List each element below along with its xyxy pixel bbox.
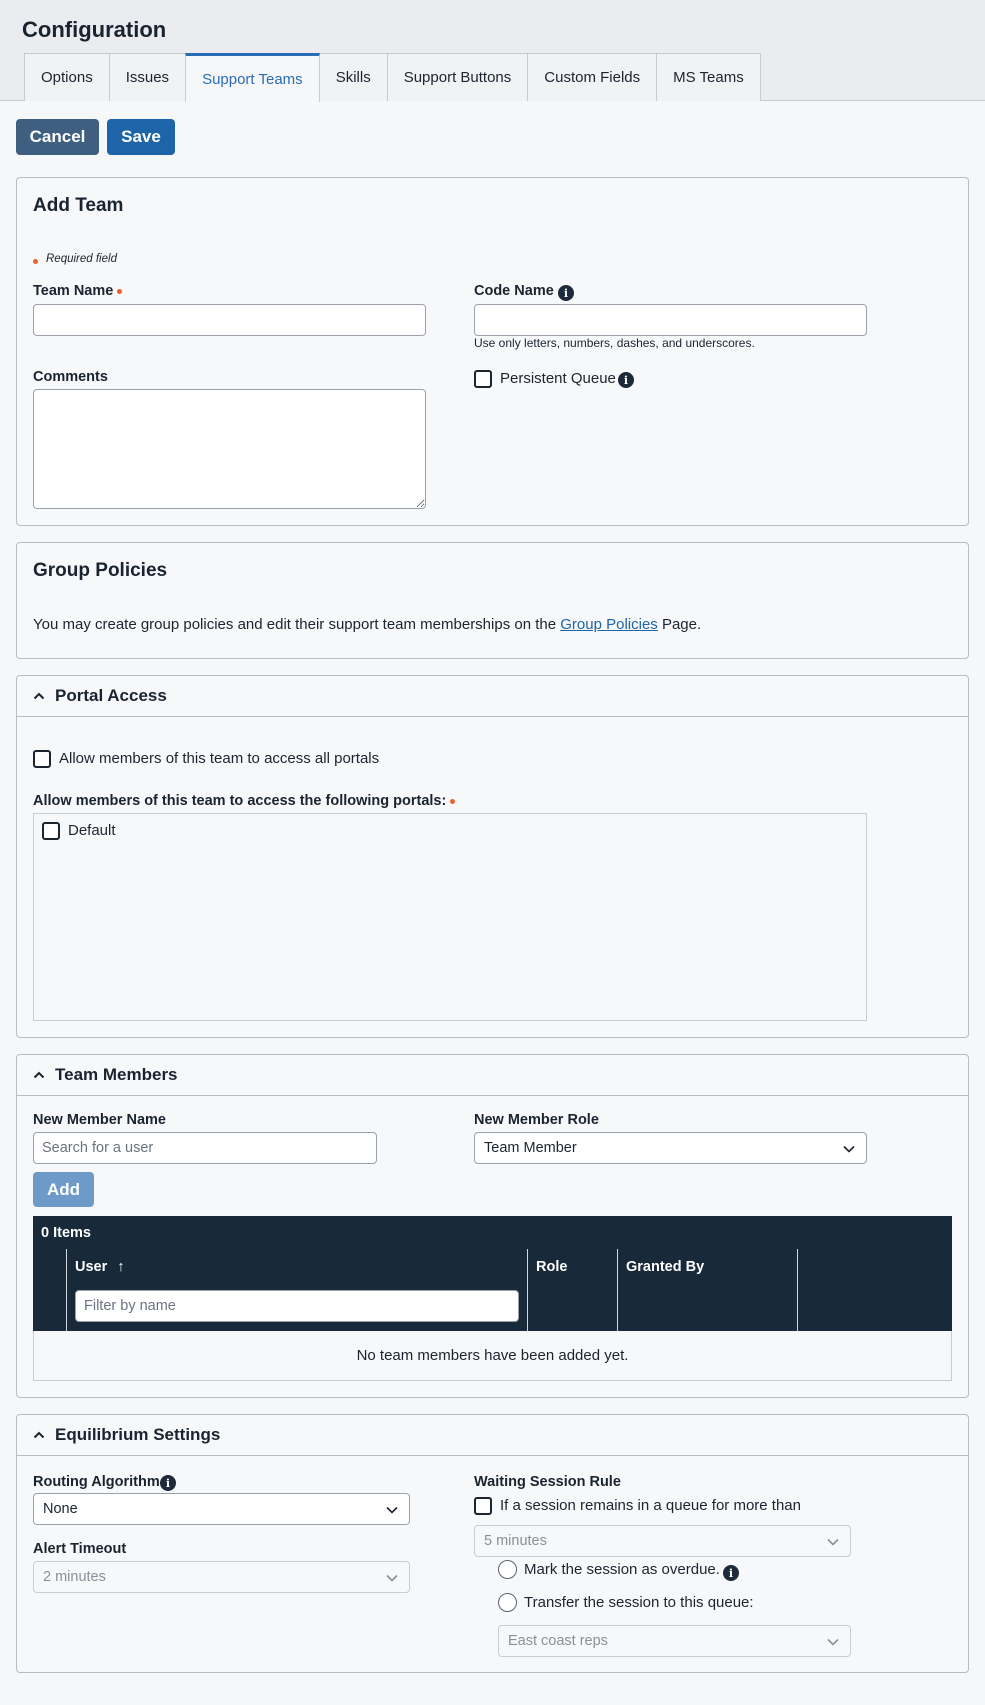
tab-ms-teams[interactable]: MS Teams	[656, 53, 761, 101]
comments-textarea[interactable]	[33, 389, 426, 509]
arrow-up-icon: ↑	[117, 1259, 125, 1275]
new-member-role-label: New Member Role	[474, 1112, 599, 1128]
mark-overdue-label: Mark the session as overdue.	[524, 1561, 720, 1578]
required-indicator-icon	[117, 289, 122, 294]
column-user-label: User	[75, 1259, 108, 1275]
info-icon[interactable]: i	[723, 1565, 739, 1581]
member-search-input[interactable]	[33, 1132, 377, 1164]
column-select	[33, 1249, 66, 1331]
portal-default-label: Default	[68, 822, 116, 839]
required-note: Required field	[46, 253, 117, 265]
member-role-select[interactable]	[474, 1132, 867, 1164]
column-user[interactable]	[66, 1249, 527, 1331]
waiting-session-rule-label: Waiting Session Rule	[474, 1474, 621, 1490]
chevron-down-icon	[842, 1142, 856, 1156]
comments-label: Comments	[33, 369, 108, 385]
add-member-button[interactable]: Add	[33, 1172, 94, 1207]
equilibrium-panel	[16, 1414, 969, 1673]
mark-overdue-radio[interactable]	[498, 1560, 517, 1579]
code-name-label: Code Name	[474, 283, 554, 299]
column-role[interactable]: Role	[527, 1249, 617, 1331]
tab-bar	[24, 53, 760, 101]
alert-timeout-select[interactable]	[33, 1561, 410, 1593]
group-policies-text: You may create group policies and edit their support team memberships on the Group Policies Page.	[33, 616, 702, 633]
team-name-input[interactable]	[33, 304, 426, 336]
team-members-title: Team Members	[55, 1065, 178, 1084]
group-policies-panel	[16, 542, 969, 659]
add-team-panel	[16, 177, 969, 526]
routing-algorithm-value: None	[43, 1501, 78, 1517]
portal-access-title: Portal Access	[55, 686, 167, 705]
waiting-session-checkbox-label: If a session remains in a queue for more than	[500, 1497, 801, 1514]
chevron-down-icon	[826, 1535, 840, 1549]
code-name-input[interactable]	[474, 304, 867, 336]
tab-custom-fields[interactable]: Custom Fields	[527, 53, 657, 101]
transfer-queue-value: East coast reps	[508, 1633, 608, 1649]
following-portals-label: Allow members of this team to access the following portals:	[33, 793, 455, 809]
column-actions	[797, 1249, 952, 1331]
team-members-panel	[16, 1054, 969, 1398]
transfer-session-label: Transfer the session to this queue:	[524, 1594, 754, 1611]
info-icon[interactable]: i	[558, 285, 574, 301]
info-icon[interactable]: i	[618, 372, 634, 388]
tab-issues[interactable]: Issues	[109, 53, 186, 101]
waiting-duration-select[interactable]	[474, 1525, 851, 1557]
allow-all-portals-label: Allow members of this team to access all portals	[59, 750, 380, 767]
tab-support-buttons[interactable]: Support Buttons	[387, 53, 529, 101]
empty-table-message: No team members have been added yet.	[33, 1331, 952, 1381]
members-table-header	[33, 1216, 952, 1331]
filter-by-name-input[interactable]	[75, 1290, 519, 1322]
chevron-down-icon	[385, 1503, 399, 1517]
tab-skills[interactable]: Skills	[319, 53, 388, 101]
team-name-label: Team Name	[33, 283, 122, 299]
portals-list	[33, 813, 867, 1021]
items-count: 0 Items	[41, 1225, 91, 1241]
page-title: Configuration	[22, 17, 167, 42]
page-header	[0, 0, 985, 101]
routing-algorithm-select[interactable]	[33, 1493, 410, 1525]
team-members-header[interactable]	[17, 1055, 968, 1096]
cancel-button[interactable]: Cancel	[16, 119, 99, 155]
portal-access-panel	[16, 675, 969, 1038]
chevron-down-icon	[826, 1635, 840, 1649]
transfer-session-radio[interactable]	[498, 1593, 517, 1612]
waiting-session-checkbox[interactable]	[474, 1497, 492, 1515]
equilibrium-header[interactable]	[17, 1415, 968, 1456]
tab-support-teams[interactable]: Support Teams	[185, 53, 320, 102]
persistent-queue-label: Persistent Queue	[500, 370, 616, 387]
alert-timeout-value: 2 minutes	[43, 1569, 106, 1585]
required-indicator-icon	[33, 259, 38, 264]
chevron-up-icon	[33, 1069, 45, 1081]
tab-options[interactable]: Options	[24, 53, 110, 101]
alert-timeout-label: Alert Timeout	[33, 1541, 127, 1557]
persistent-queue-checkbox[interactable]	[474, 370, 492, 388]
allow-all-portals-checkbox[interactable]	[33, 750, 51, 768]
column-granted-by[interactable]: Granted By	[617, 1249, 797, 1331]
equilibrium-title: Equilibrium Settings	[55, 1425, 221, 1444]
add-team-title: Add Team	[33, 195, 124, 216]
info-icon[interactable]: i	[160, 1475, 176, 1491]
member-role-value: Team Member	[484, 1140, 577, 1156]
save-button[interactable]: Save	[107, 119, 175, 155]
portal-default-checkbox[interactable]	[42, 822, 60, 840]
table-column-row	[33, 1249, 952, 1331]
chevron-up-icon	[33, 1429, 45, 1441]
required-indicator-icon	[450, 799, 455, 804]
chevron-down-icon	[385, 1571, 399, 1585]
waiting-duration-value: 5 minutes	[484, 1533, 547, 1549]
group-policies-link[interactable]: Group Policies	[560, 616, 658, 633]
group-policies-title: Group Policies	[33, 560, 168, 581]
code-name-hint: Use only letters, numbers, dashes, and underscores.	[474, 336, 755, 350]
transfer-queue-select[interactable]	[498, 1625, 851, 1657]
portal-access-header[interactable]	[17, 676, 968, 717]
new-member-name-label: New Member Name	[33, 1112, 166, 1128]
routing-algorithm-label: Routing Algorithm	[33, 1474, 160, 1490]
chevron-up-icon	[33, 690, 45, 702]
